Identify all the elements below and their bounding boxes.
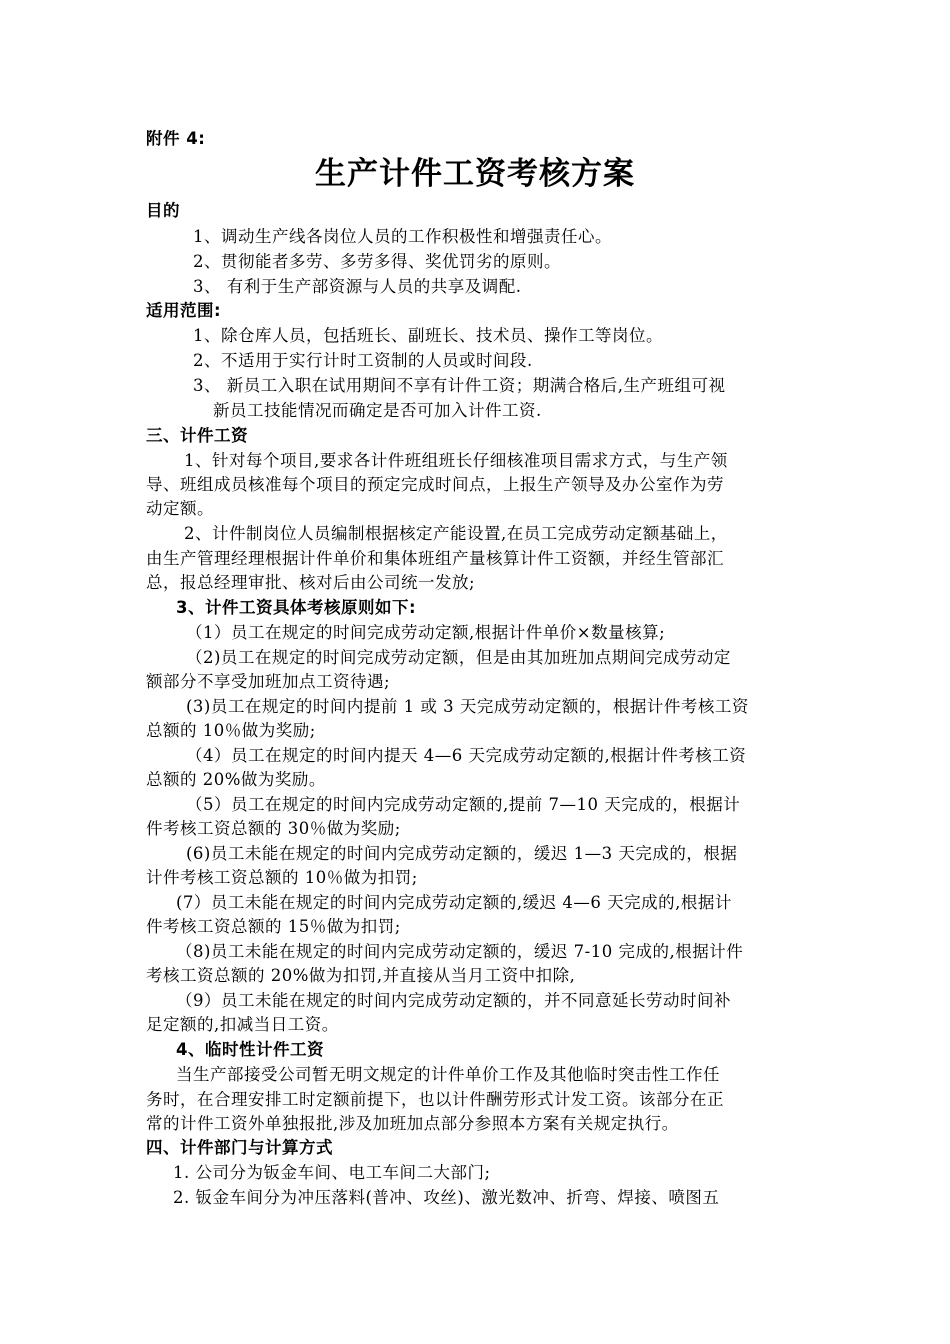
attachment-label: 附件 4: xyxy=(146,129,206,148)
subsection-heading-rules: 3、计件工资具体考核原则如下: xyxy=(176,598,417,617)
purpose-item: 3、 有利于生产部资源与人员的共享及调配. xyxy=(193,277,522,296)
rule-line: （9）员工未能在规定的时间内完成劳动定额的，并不同意延长劳动时间补 xyxy=(176,991,731,1010)
rule-line: 考核工资总额的 20%做为扣罚,并直接从当月工资中扣除, xyxy=(146,966,576,985)
rule-line: 计件考核工资总额的 10％做为扣罚; xyxy=(146,868,418,887)
paragraph-line: 1、针对每个项目,要求各计件班组班长仔细核准项目需求方式，与生产领 xyxy=(184,451,728,470)
rule-line: (6)员工未能在规定的时间内完成劳动定额的，缓迟 1—3 天完成的，根据 xyxy=(186,844,738,863)
section-heading-scope: 适用范围: xyxy=(146,301,222,320)
paragraph-line: 动定额。 xyxy=(146,499,214,518)
rule-line: （8)员工未能在规定的时间内完成劳动定额的，缓迟 7-10 完成的,根据计件 xyxy=(176,942,744,961)
scope-item-continued: 新员工技能情况而确定是否可加入计件工资. xyxy=(213,401,542,420)
rule-line: 额部分不享受加班加点工资待遇; xyxy=(146,672,391,691)
paragraph-line: 2、计件制岗位人员编制根据核定产能设置,在员工完成劳动定额基础上， xyxy=(184,524,728,543)
section-heading-piece-wage: 三、计件工资 xyxy=(146,426,248,445)
rule-line: （2)员工在规定的时间完成劳动定额，但是由其加班加点期间完成劳动定 xyxy=(186,648,731,667)
department-item: 2. 钣金车间分为冲压落料(普冲、攻丝)、激光数冲、折弯、焊接、喷图五 xyxy=(173,1188,720,1207)
purpose-item: 1、调动生产线各岗位人员的工作积极性和增强责任心。 xyxy=(193,227,612,246)
scope-item: 1、除仓库人员，包括班长、副班长、技术员、操作工等岗位。 xyxy=(193,326,663,345)
subsection-heading-temporary: 4、临时性计件工资 xyxy=(176,1040,324,1059)
paragraph-line: 总，报总经理审批、核对后由公司统一发放; xyxy=(146,573,476,592)
department-item: 1. 公司分为钣金车间、电工车间二大部门; xyxy=(173,1163,491,1182)
section-heading-purpose: 目的 xyxy=(146,201,180,220)
rule-line: 件考核工资总额的 15％做为扣罚; xyxy=(146,917,401,936)
paragraph-line: 务时，在合理安排工时定额前提下，也以计件酬劳形式计发工资。该部分在正 xyxy=(146,1090,724,1109)
purpose-item: 2、贯彻能者多劳、多劳多得、奖优罚劣的原则。 xyxy=(193,252,561,271)
rule-line: 件考核工资总额的 30％做为奖励; xyxy=(146,819,401,838)
scope-item: 2、不适用于实行计时工资制的人员或时间段. xyxy=(193,351,533,370)
rule-line: （4）员工在规定的时间内提天 4—6 天完成劳动定额的,根据计件考核工资 xyxy=(186,746,747,765)
paragraph-line: 由生产管理经理根据计件单价和集体班组产量核算计件工资额，并经生管部汇 xyxy=(146,549,724,568)
rule-line: 足定额的,扣减当日工资。 xyxy=(146,1015,339,1034)
rule-line: (3)员工在规定的时间内提前 1 或 3 天完成劳动定额的，根据计件考核工资 xyxy=(186,697,749,716)
rule-line: （5）员工在规定的时间内完成劳动定额的,提前 7—10 天完成的，根据计 xyxy=(186,795,741,814)
page-title: 生产计件工资考核方案 xyxy=(315,156,635,192)
rule-line: （1）员工在规定的时间完成劳动定额,根据计件单价×数量核算; xyxy=(186,623,666,642)
paragraph-line: 当生产部接受公司暂无明文规定的计件单价工作及其他临时突击性工作任 xyxy=(176,1065,720,1084)
paragraph-line: 常的计件工资外单独报批,涉及加班加点部分参照本方案有关规定执行。 xyxy=(146,1114,679,1133)
section-heading-departments: 四、计件部门与计算方式 xyxy=(146,1138,333,1157)
rule-line: (7）员工未能在规定的时间内完成劳动定额的,缓迟 4—6 天完成的,根据计 xyxy=(176,893,732,912)
rule-line: 总额的 10％做为奖励; xyxy=(146,721,316,740)
rule-line: 总额的 20%做为奖励。 xyxy=(146,770,326,789)
scope-item: 3、 新员工入职在试用期间不享有计件工资；期满合格后,生产班组可视 xyxy=(193,376,726,395)
paragraph-line: 导、班组成员核准每个项目的预定完成时间点，上报生产领导及办公室作为劳 xyxy=(146,475,724,494)
